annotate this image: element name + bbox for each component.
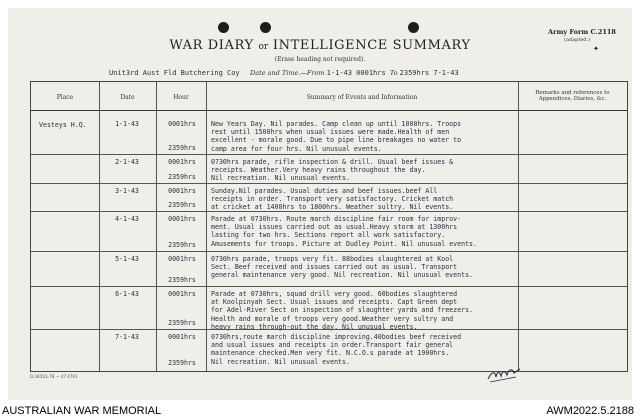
- archive-caption: AUSTRALIAN WAR MEMORIAL: [2, 405, 162, 417]
- diary-sheet: [8, 8, 632, 400]
- archive-reference: AWM2022.5.2188: [546, 405, 634, 417]
- summary-line: for Adel-River Sect on inspection of slaughter yards and freezers.: [211, 306, 474, 315]
- diary-table: [30, 81, 628, 372]
- row-divider: [31, 329, 627, 330]
- signature-icon: [486, 363, 526, 385]
- column-divider: [206, 82, 207, 371]
- punch-hole: [260, 22, 271, 33]
- entry-hour: 2359hrs: [168, 241, 196, 249]
- column-divider: [156, 82, 157, 371]
- summary-line: Amusements for troops. Picture at Dudley Point. Nil unusual events.: [211, 239, 477, 248]
- unit-name: Unit3rd Aust Fld Butchering Coy: [109, 69, 240, 77]
- summary-line: maintenance checked.Men very fit. N.C.O.s parade at 1900hrs.: [211, 349, 450, 358]
- entry-summary: [211, 255, 516, 280]
- summary-line: Sect. Beef received and issues carried out as usual. Transport: [211, 263, 458, 272]
- summary-line: and usual issues and receipts in order.Transport fair general: [211, 341, 454, 350]
- punch-hole: [218, 22, 229, 33]
- adapted-note: (adapted.): [564, 37, 591, 43]
- entry-date: 6-1-43: [115, 290, 139, 298]
- form-title: WAR DIARY or INTELLIGENCE SUMMARY: [169, 38, 471, 53]
- to-value: 2359hrs 7-1-43: [399, 69, 459, 77]
- summary-line: 0730hrs parade, troops very fit. 88bodies slaughtered at Kool: [211, 255, 454, 263]
- summary-line: excellent - morale good. Due to pipe line breakages no water to: [211, 136, 462, 145]
- hour-header: Hour: [173, 94, 189, 101]
- entry-hour: 0001hrs: [168, 215, 196, 223]
- date-header: Date: [120, 94, 135, 101]
- entry-hour: 0001hrs: [168, 333, 196, 341]
- summary-line: 0730hrs parade, rifle inspection & drill. Usual beef issues &: [211, 158, 454, 166]
- summary-line: receipts in order. Transport very satisfactory. Cricket match: [211, 195, 454, 204]
- row-divider: [31, 211, 627, 212]
- summary-line: ment. Usual issues carried out as usual.Heavy storm at 1300hrs: [211, 223, 458, 232]
- row-divider: [31, 251, 627, 252]
- diary-header-line: [109, 69, 459, 77]
- summary-line: Nil recreation. Nil unusual events.: [211, 357, 350, 366]
- summary-line: heavy rains through-out the day. Nil unusual events.: [211, 322, 418, 331]
- entry-hour: 2359hrs: [168, 173, 196, 181]
- column-divider: [518, 82, 519, 371]
- army-form-number: Army Form C.2118: [548, 28, 616, 36]
- entry-date: 2-1-43: [115, 158, 139, 166]
- column-divider: [99, 82, 100, 371]
- summary-line: at cricket at 1400hrs to 1800hrs. Weather sultry. Nil events.: [211, 203, 454, 212]
- summary-line: Parade at 0730hrs. Route march discipline fair room for improv-: [211, 215, 462, 223]
- entry-summary: [211, 215, 516, 248]
- footer-code: D.3401/L.T8 — 47 4791: [30, 374, 78, 379]
- header-divider: [31, 110, 627, 111]
- entry-hour: 2359hrs: [168, 144, 196, 152]
- summary-line: at Koolpinyah Sect. Usual issues and receipts. Capt Green dept: [211, 298, 458, 307]
- from-value: 1-1-43 0001hrs: [326, 69, 386, 77]
- entry-hour: 2359hrs: [168, 319, 196, 327]
- summary-line: Nil recreation. Nil unusual events.: [211, 174, 350, 183]
- punch-hole: [408, 22, 419, 33]
- summary-line: receipts. Weather.Very heavy rains throughout the day.: [211, 166, 426, 175]
- place-entry: Vesteys H.Q.: [39, 121, 87, 129]
- entry-hour: 2359hrs: [168, 359, 196, 367]
- entry-hour: 0001hrs: [168, 120, 196, 128]
- summary-line: camp area for four hrs. Nil unusual events.: [211, 144, 382, 153]
- entry-summary: [211, 158, 516, 183]
- entry-hour: 0001hrs: [168, 290, 196, 298]
- erase-note: (Erase heading not required).: [274, 56, 366, 63]
- summary-header: Summary of Events and Information: [306, 94, 418, 101]
- entry-hour: 2359hrs: [168, 201, 196, 209]
- row-divider: [31, 154, 627, 155]
- entry-date: 4-1-43: [115, 215, 139, 223]
- summary-line: 0730hrs,route march discipline improving.40bodies beef received: [211, 333, 462, 341]
- summary-line: Parade at 0730hrs, squad drill very good. 60bodies slaughtered: [211, 290, 458, 298]
- remarks-header: Remarks and references to Appendices, Diaries, &c.: [535, 90, 610, 102]
- summary-line: Sunday.Nil parades. Usual duties and beef issues.beef All: [211, 187, 438, 195]
- summary-line: general maintenance very good. Nil recreation. Nil unusual events.: [211, 271, 474, 280]
- entry-summary: [211, 333, 516, 366]
- summary-line: New Years Day. Nil parades. Camp clean up until 1000hrs. Troops: [211, 120, 462, 128]
- entry-date: 7-1-43: [115, 333, 139, 341]
- place-header: Place: [56, 94, 74, 101]
- entry-date: 3-1-43: [115, 187, 139, 195]
- date-time-label: Date and Time.—From: [250, 69, 325, 77]
- to-label: To: [389, 69, 398, 77]
- entry-summary: [211, 187, 516, 212]
- entry-hour: 0001hrs: [168, 255, 196, 263]
- summary-line: lasting for two hrs. Sections report all work satisfactory.: [211, 231, 446, 240]
- summary-line: Health and morale of troops very good.Weather very sultry and: [211, 314, 454, 323]
- entry-date: 1-1-43: [115, 120, 139, 128]
- entry-date: 5-1-43: [115, 255, 139, 263]
- entry-hour: 0001hrs: [168, 158, 196, 166]
- entry-hour: 0001hrs: [168, 187, 196, 195]
- entry-summary: [211, 120, 516, 153]
- summary-line: rest until 1500hrs when usual issues were made.Health of men: [211, 128, 450, 137]
- entry-summary: [211, 290, 516, 331]
- pin-mark-icon: ✦: [593, 43, 600, 54]
- entry-hour: 2359hrs: [168, 276, 196, 284]
- row-divider: [31, 286, 627, 287]
- row-divider: [31, 183, 627, 184]
